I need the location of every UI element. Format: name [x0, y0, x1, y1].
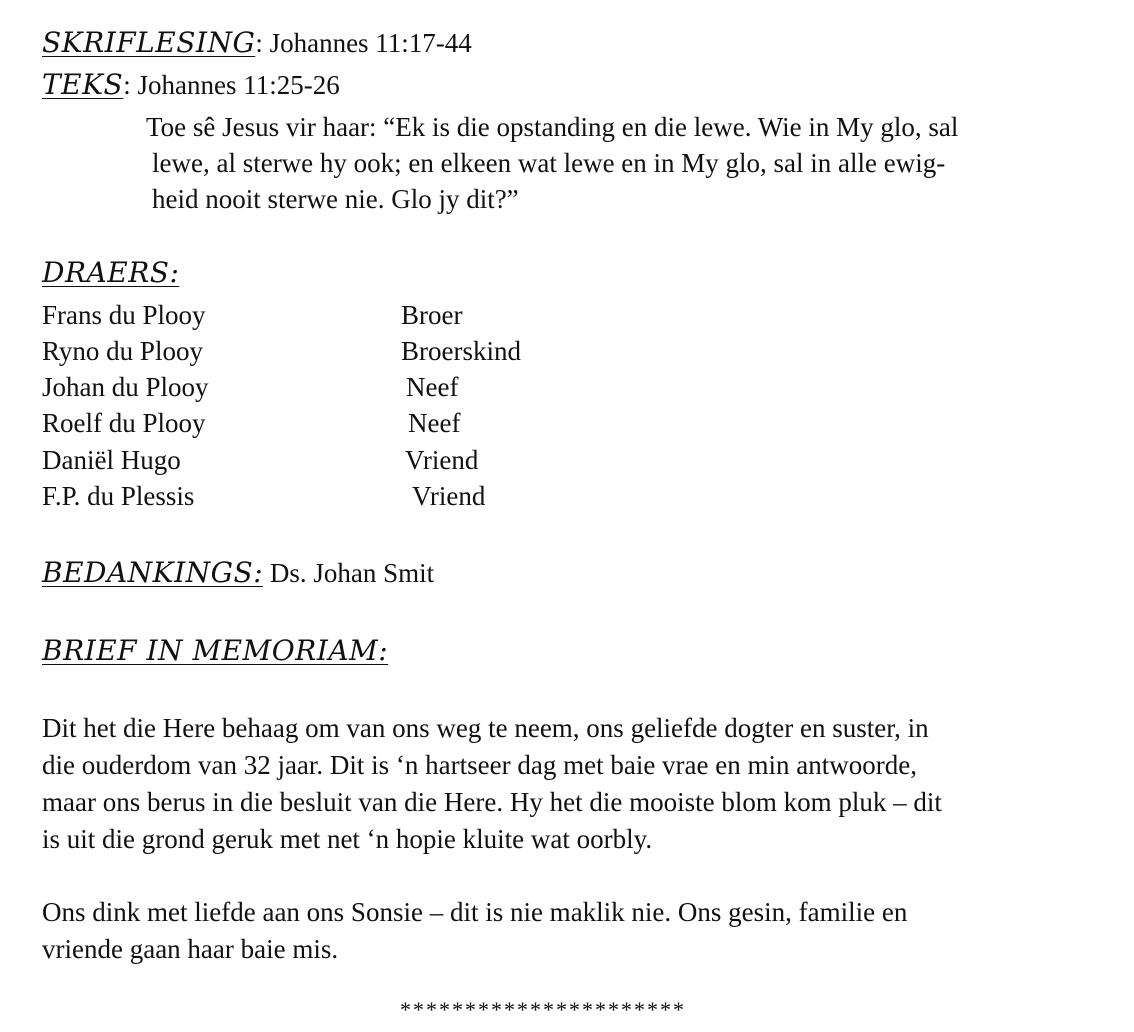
thanks-value: Ds. Johan Smit — [269, 558, 435, 588]
memoriam-p1-line-3: maar ons berus in die besluit van die Here. Hy het die mooiste blom kom pluk – dit — [42, 787, 942, 817]
scripture-line — [42, 26, 472, 60]
bearers-label: DRAERS: — [42, 256, 180, 289]
bearer-role: Vriend — [412, 481, 486, 511]
text-colon: : — [123, 70, 131, 100]
scripture-label: SKRIFLESING — [42, 26, 256, 59]
memoriam-label: BRIEF IN MEMORIAM: — [42, 634, 389, 667]
memoriam-p2-line-2: vriende gaan haar baie mis. — [42, 934, 339, 964]
scripture-colon: : — [255, 28, 263, 58]
quote-line-3: heid nooit sterwe nie. Glo jy dit?” — [152, 184, 519, 214]
text-label: TEKS — [42, 68, 124, 101]
memoriam-p2-line-1: Ons dink met liefde aan ons Sonsie – dit is nie maklik nie. Ons gesin, familie en — [42, 897, 908, 927]
bearer-name: Johan du Plooy — [42, 372, 209, 402]
bearer-name: F.P. du Plessis — [42, 481, 195, 511]
bearer-role: Broerskind — [401, 336, 521, 366]
text-reference: Johannes 11:25-26 — [137, 70, 340, 100]
bearer-name: Ryno du Plooy — [42, 336, 203, 366]
bearers-heading — [42, 256, 179, 290]
bearer-role: Broer — [401, 300, 463, 330]
bearer-name: Daniël Hugo — [42, 445, 181, 475]
memoriam-p1-line-2: die ouderdom van 32 jaar. Dit is ‘n hartseer dag met baie vrae en min antwoorde, — [42, 750, 917, 780]
scripture-reference: Johannes 11:17-44 — [269, 28, 472, 58]
quote-line-1: Toe sê Jesus vir haar: “Ek is die opstanding en die lewe. Wie in My glo, sal — [146, 112, 959, 142]
bearer-role: Vriend — [405, 445, 479, 475]
separator-stars: ********************** — [400, 997, 686, 1022]
bearer-name: Frans du Plooy — [42, 300, 206, 330]
memoriam-heading — [42, 634, 388, 668]
bearer-role: Neef — [408, 408, 461, 438]
bearer-role: Neef — [406, 372, 459, 402]
thanks-label: BEDANKINGS: — [42, 556, 264, 589]
text-line — [42, 68, 340, 102]
bearer-name: Roelf du Plooy — [42, 408, 206, 438]
thanks-line — [42, 556, 434, 590]
quote-line-2: lewe, al sterwe hy ook; en elkeen wat lewe en in My glo, sal in alle ewig- — [152, 148, 946, 178]
memoriam-p1-line-4: is uit die grond geruk met net ‘n hopie kluite wat oorbly. — [42, 824, 653, 854]
memoriam-p1-line-1: Dit het die Here behaag om van ons weg te neem, ons geliefde dogter en suster, in — [42, 713, 929, 743]
